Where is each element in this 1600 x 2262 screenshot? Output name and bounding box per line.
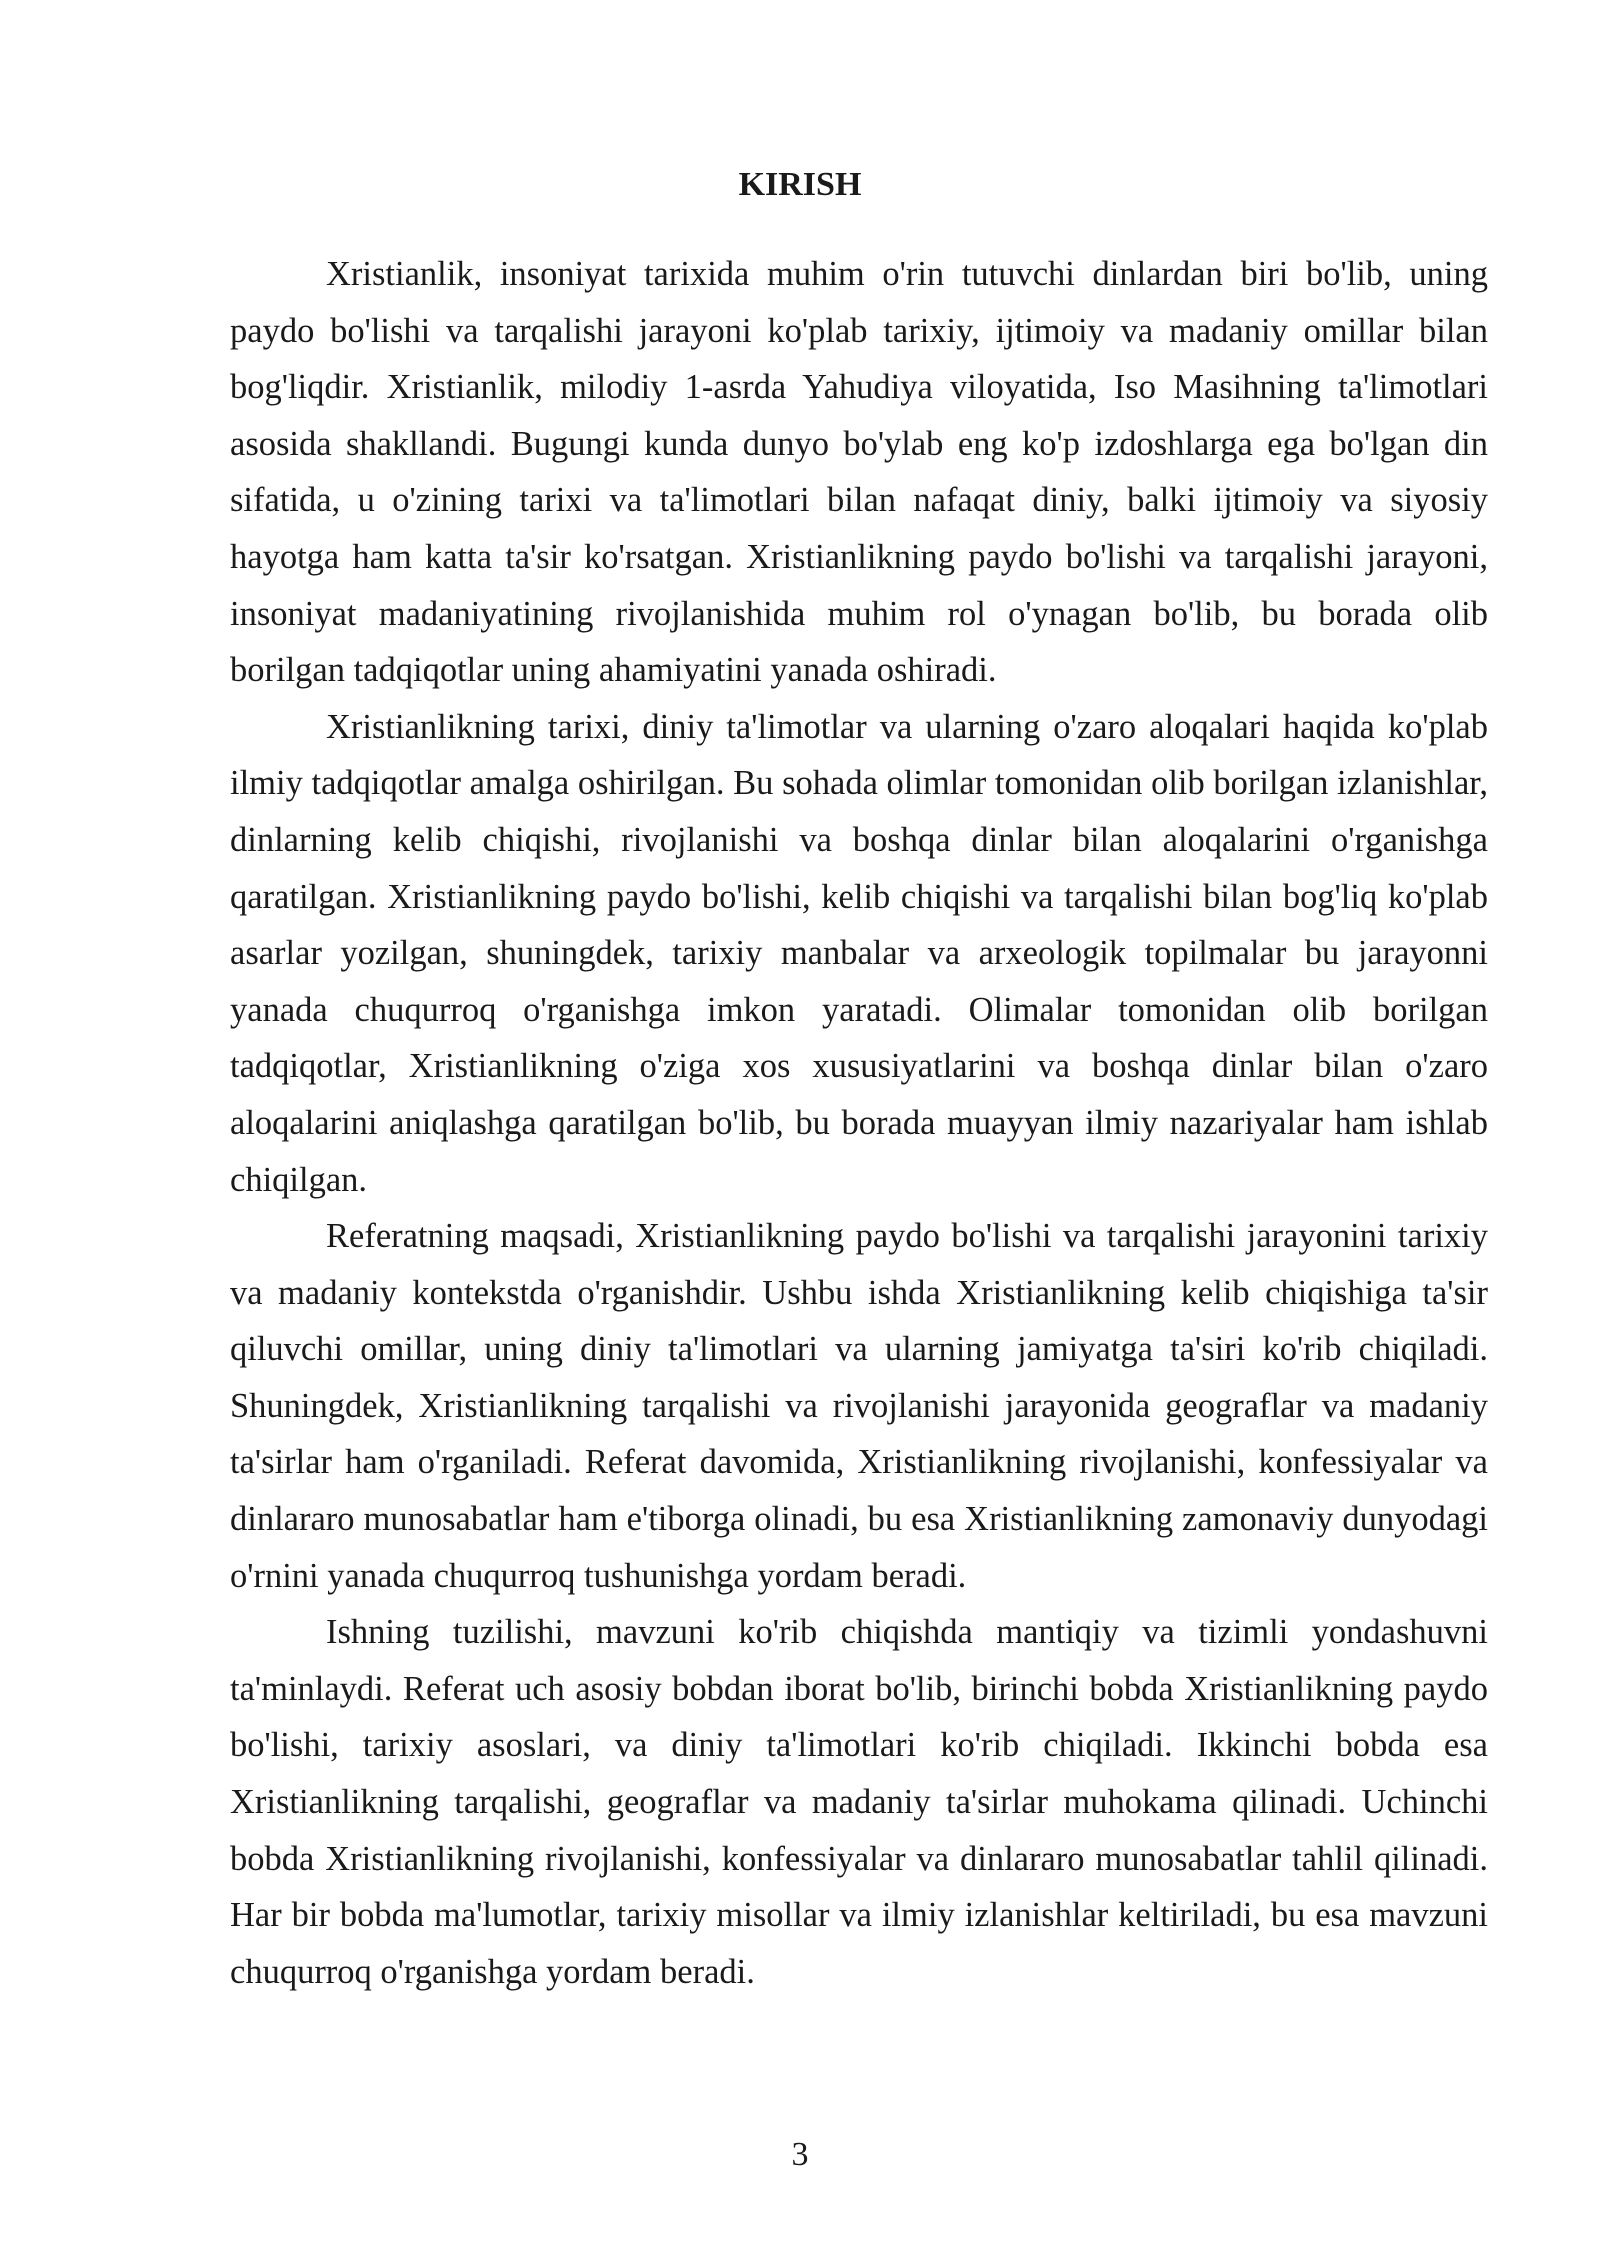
body-text <box>230 246 1488 2000</box>
paragraph-structure: Ishning tuzilishi, mavzuni ko'rib chiqishda mantiqiy va tizimli yondashuvni ta'minlaydi. Referat uch asosiy bobdan iborat bo'lib, birinchi bobda Xristianlikning paydo bo'lishi, tarixiy asoslari, va diniy ta'limotlari ko'rib chiqiladi. Ikkinchi bobda esa Xristianlikning tarqalishi, geograflar va madaniy ta'sirlar muhokama qilinadi. Uchinchi bobda Xristianlikning rivojlanishi, konfessiyalar va dinlararo munosabatlar tahlil qilinadi. Har bir bobda ma'lumotlar, tarixiy misollar va ilmiy izlanishlar keltiriladi, bu esa mavzuni chuqurroq o'rganishga yordam beradi. <box>230 1613 1488 1991</box>
paragraph-research-overview: Xristianlikning tarixi, diniy ta'limotlar va ularning o'zaro aloqalari haqida ko'plab ilmiy tadqiqotlar amalga oshirilgan. Bu sohada olimlar tomonidan olib borilgan izlanishlar, dinlarning kelib chiqishi, rivojlanishi va boshqa dinlar bilan aloqalarini o'rganishga qaratilgan. Xristianlikning paydo bo'lishi, kelib chiqishi va tarqalishi bilan bog'liq ko'plab asarlar yozilgan, shuningdek, tarixiy manbalar va arxeologik topilmalar bu jarayonni yanada chuqurroq o'rganishga imkon yaratadi. Olimalar tomonidan olib borilgan tadqiqotlar, Xristianlikning o'ziga xos xususiyatlarini va boshqa dinlar bilan o'zaro aloqalarini aniqlashga qaratilgan bo'lib, bu borada muayyan ilmiy nazariyalar ham ishlab chiqilgan. <box>230 707 1488 1199</box>
paragraph-aim: Referatning maqsadi, Xristianlikning paydo bo'lishi va tarqalishi jarayonini tarixiy va madaniy kontekstda o'rganishdir. Ushbu ishda Xristianlikning kelib chiqishiga ta'sir qiluvchi omillar, uning diniy ta'limotlari va ularning jamiyatga ta'siri ko'rib chiqiladi. Shuningdek, Xristianlikning tarqalishi va rivojlanishi jarayonida geograflar va madaniy ta'sirlar ham o'rganiladi. Referat davomida, Xristianlikning rivojlanishi, konfessiyalar va dinlararo munosabatlar ham e'tiborga olinadi, bu esa Xristianlikning zamonaviy dunyodagi o'rnini yanada chuqurroq tushunishga yordam beradi. <box>230 1217 1488 1595</box>
page-title: KIRISH <box>738 166 862 203</box>
page-number: 3 <box>791 2136 809 2173</box>
paragraph-introduction: Xristianlik, insoniyat tarixida muhim o'rin tutuvchi dinlardan biri bo'lib, uning paydo bo'lishi va tarqalishi jarayoni ko'plab tarixiy, ijtimoiy va madaniy omillar bilan bog'liqdir. Xristianlik, milodiy 1-asrda Yahudiya viloyatida, Iso Masihning ta'limotlari asosida shakllandi. Bugungi kunda dunyo bo'ylab eng ko'p izdoshlarga ega bo'lgan din sifatida, u o'zining tarixi va ta'limotlari bilan nafaqat diniy, balki ijtimoiy va siyosiy hayotga ham katta ta'sir ko'rsatgan. Xristianlikning paydo bo'lishi va tarqalishi jarayoni, insoniyat madaniyatining rivojlanishida muhim rol o'ynagan bo'lib, bu borada olib borilgan tadqiqotlar uning ahamiyatini yanada oshiradi. <box>230 255 1488 690</box>
